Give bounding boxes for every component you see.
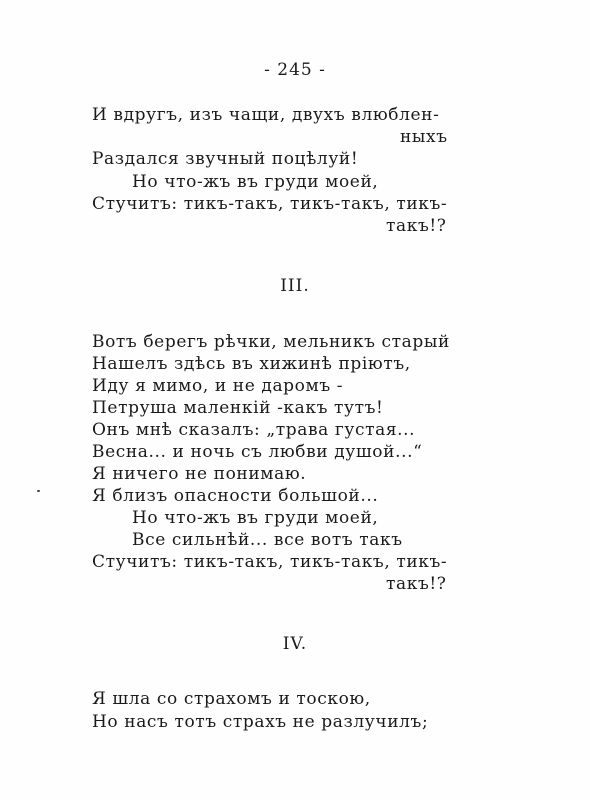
verse-line: Но что-жъ въ груди моей, xyxy=(132,508,379,528)
verse-line: Но насъ тотъ страхъ не разлучилъ; xyxy=(92,712,429,732)
verse-line: Но что-жъ въ груди моей, xyxy=(132,172,379,192)
verse-line: такъ!? xyxy=(386,216,447,236)
verse-line: Стучитъ: тикъ-такъ, тикъ-такъ, тикъ- xyxy=(92,552,448,572)
verse-line: Раздался звучный поцѣлуй! xyxy=(92,149,359,169)
section-heading: III. xyxy=(280,276,310,296)
verse-line: Я ничего не понимаю. xyxy=(92,464,307,484)
page-number: - 245 - xyxy=(264,60,326,80)
verse-line: Петруша маленкій -какъ тутъ! xyxy=(92,398,384,418)
verse-line: Я шла со страхомъ и тоскою, xyxy=(92,689,371,709)
print-speck xyxy=(37,490,40,492)
verse-line: Вотъ берегъ рѣчки, мельникъ старый xyxy=(92,332,450,352)
verse-line: ныхъ xyxy=(400,127,448,147)
verse-line: Стучитъ: тикъ-такъ, тикъ-такъ, тикъ- xyxy=(92,194,448,214)
section-heading: IV. xyxy=(282,634,308,654)
verse-line: Иду я мимо, и не даромъ - xyxy=(92,376,344,396)
verse-line: такъ!? xyxy=(386,574,447,594)
verse-line: И вдругъ, изъ чащи, двухъ влюблен- xyxy=(92,105,440,125)
verse-line: Все сильнѣй... все вотъ такъ xyxy=(132,530,403,550)
verse-line: Я близъ опасности большой... xyxy=(92,486,379,506)
verse-line: Нашелъ здѣсь въ хижинѣ пріютъ, xyxy=(92,354,411,374)
verse-line: Онъ мнѣ сказалъ: „трава густая... xyxy=(92,420,416,440)
verse-line: Весна... и ночь съ любви душой...“ xyxy=(92,442,423,462)
